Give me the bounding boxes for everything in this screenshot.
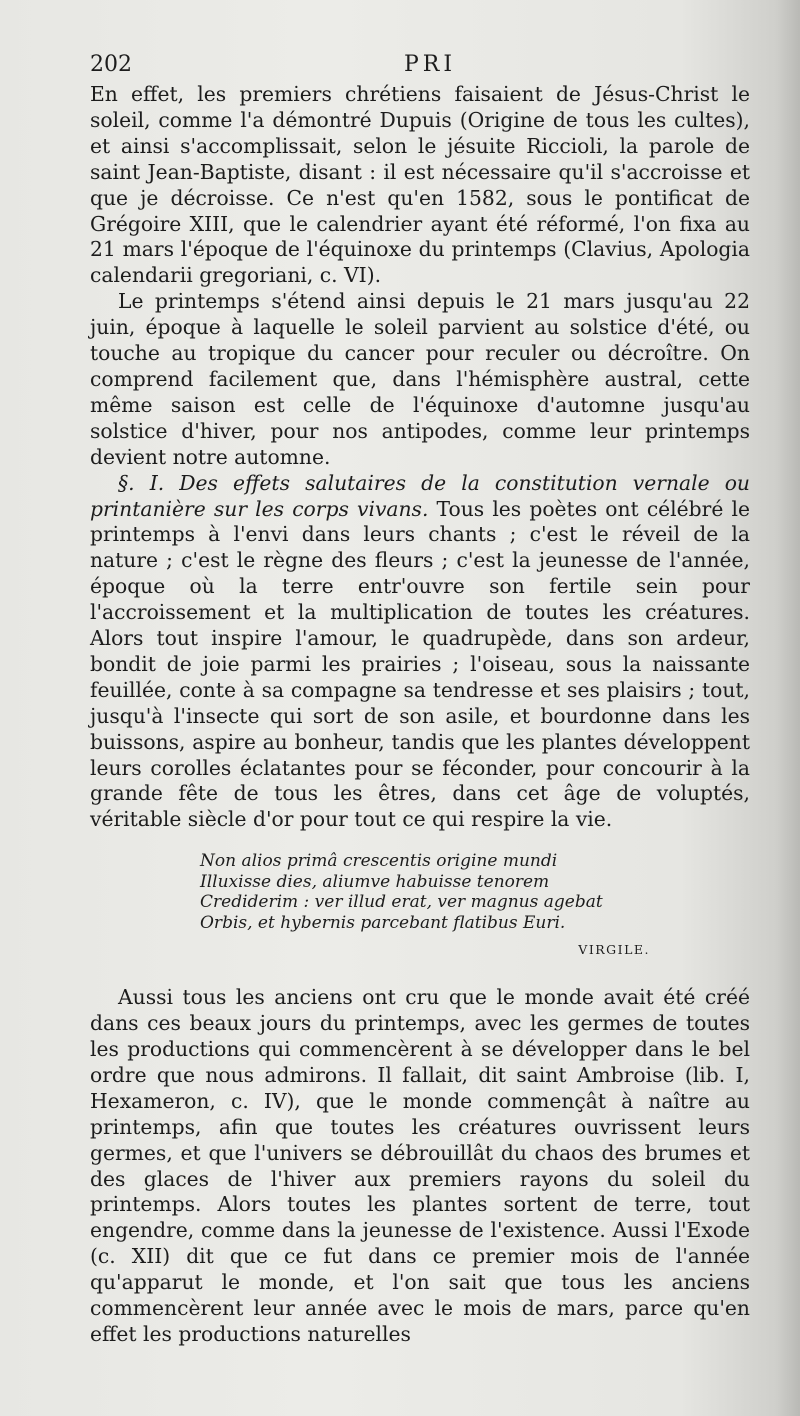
verse-line: Orbis, et hybernis parcebant flatibus Euri. bbox=[200, 912, 566, 933]
verse-quotation bbox=[200, 851, 750, 933]
verse-line: Illuxisse dies, aliumve habuisse tenorem bbox=[200, 871, 550, 892]
paragraph-1: En effet, les premiers chrétiens faisaient de Jésus-Christ le soleil, comme l'a démontré Dupuis (Origine de tous les cultes), et ainsi s'accomplissait, selon le jésuite Riccioli, la parole de saint Jean-Baptiste, disant : il est nécessaire qu'il s'accroisse et que je décroisse. Ce n'est qu'en 1582, sous le pontificat de Grégoire XIII, que le calendrier ayant été réformé, l'on fixa au 21 mars l'époque de l'équinoxe du printemps (Clavius, Apologia calendarii gregoriani, c. VI). bbox=[90, 82, 750, 288]
section-paragraph bbox=[90, 471, 750, 834]
closing-paragraph: Aussi tous les anciens ont cru que le monde avait été créé dans ces beaux jours du printemps, avec les germes de toutes les productions qui commencèrent à se développer dans le bel ordre que nous admirons. Il fallait, dit saint Ambroise (lib. I, Hexameron, c. IV), que le monde commençât à naître au printemps, afin que toutes les créatures ouvrissent leurs germes, et que l'univers se débrouillât du chaos des brumes et des glaces de l'hiver aux premiers rayons du soleil du printemps. Alors toutes les plantes sortent de terre, tout engendre, comme dans la jeunesse de l'existence. Aussi l'Exode (c. XII) dit que ce fut dans ce premier mois de l'année qu'apparut le monde, et l'on sait que tous les anciens commencèrent leur année avec le mois de mars, parce qu'en effet les productions naturelles bbox=[90, 985, 750, 1346]
paragraph-2: Le printemps s'étend ainsi depuis le 21 mars jusqu'au 22 juin, époque à laquelle le soleil parvient au solstice d'été, ou touche au tropique du cancer pour reculer ou décroître. On comprend facilement que, dans l'hémisphère austral, cette même saison est celle de l'équinoxe d'automne jusqu'au solstice d'hiver, pour nos antipodes, comme leur printemps devient notre automne. bbox=[90, 289, 750, 469]
verse-line: Crediderim : ver illud erat, ver magnus agebat bbox=[200, 892, 603, 913]
page-number: 202 bbox=[90, 52, 132, 77]
body-text bbox=[90, 82, 750, 1348]
section-text: Tous les poètes ont célébré le printemps à l'envi dans leurs chants ; c'est le réveil de la nature ; c'est le règne des fleurs ; c'est la jeunesse de l'année, époque où la terre entr'ouvre son fertile sein pour l'accroissement et la multiplication de toutes les créatures. Alors tout inspire l'amour, le quadrupède, dans son ardeur, bondit de joie parmi les prairies ; l'oiseau, sous la naissante feuillée, conte à sa compagne sa tendresse et ses plaisirs ; tout, jusqu'à l'insecte qui sort de son asile, et bourdonne dans les buissons, aspire au bonheur, tandis que les plantes développent leurs corolles éclatantes pour se féconder, pour concourir à la grande fête de tous les êtres, dans cet âge de voluptés, véritable siècle d'or pour tout ce qui respire la vie. bbox=[90, 496, 750, 832]
verse-line: Non alios primâ crescentis origine mundi bbox=[200, 851, 558, 872]
running-title: PRI bbox=[403, 52, 457, 77]
running-head bbox=[90, 52, 770, 82]
verse-author: VIRGILE. bbox=[578, 942, 650, 958]
section-heading: §. I. Des effets salutaires de la constitution vernale ou printanière sur les corps vivans. bbox=[90, 470, 750, 521]
